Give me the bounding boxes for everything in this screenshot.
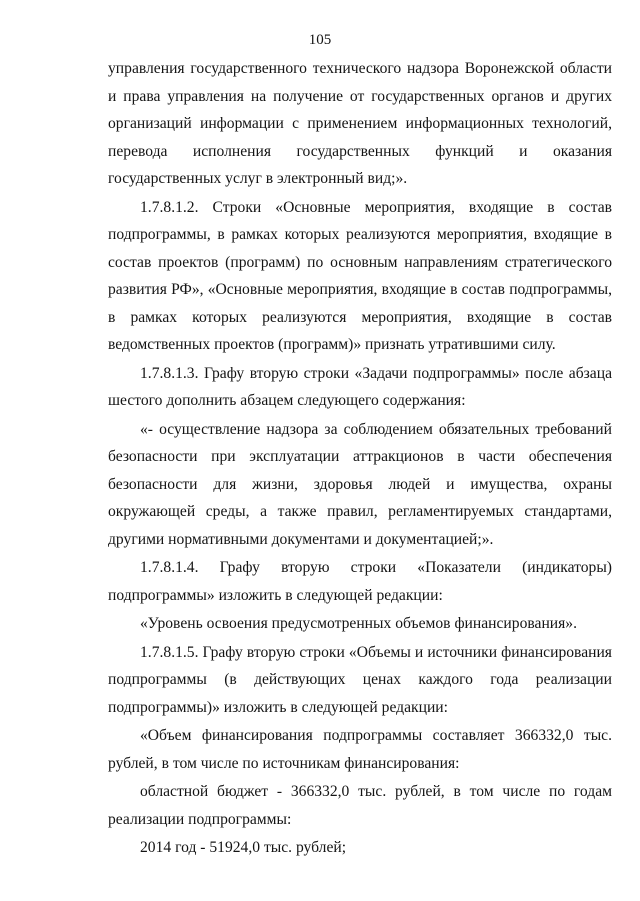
paragraph-financing-total: «Объем финансирования подпрограммы составляет 366332,0 тыс. рублей, в том числе по источникам финансирования: — [108, 727, 612, 772]
paragraph-1-7-8-1-5: 1.7.8.1.5. Графу вторую строки «Объемы и источники финансирования подпрограммы (в действующих ценах каждого года реализации подпрограммы)» изложить в следующей редакции: — [108, 643, 612, 716]
paragraph-1-7-8-1-4: 1.7.8.1.4. Графу вторую строки «Показатели (индикаторы) подпрограммы» изложить в следующей редакции: — [108, 559, 612, 604]
page-number: 105 — [308, 32, 332, 48]
document-body — [108, 55, 612, 862]
paragraph-indicator-quote: «Уровень освоения предусмотренных объемов финансирования». — [140, 615, 578, 632]
paragraph-regional-budget: областной бюджет - 366332,0 тыс. рублей, в том числе по годам реализации подпрограммы: — [108, 783, 612, 828]
paragraph-year-2014: 2014 год - 51924,0 тыс. рублей; — [140, 839, 347, 856]
paragraph-continuation: управления государственного технического надзора Воронежской области и права управления на получение от государственных органов и других организаций информации с применением информационных технологий, перевода исполнения государственных функций и оказания государственных услуг в электронный вид;». — [108, 60, 612, 187]
paragraph-tasks-quote: «- осуществление надзора за соблюдением обязательных требований безопасности при эксплуатации аттракционов в части обеспечения безопасности для жизни, здоровья людей и имущества, охраны окружающей среды, а также правил, регламентируемых стандартами, другими нормативными документами и документацией;». — [108, 420, 612, 548]
paragraph-1-7-8-1-2: 1.7.8.1.2. Строки «Основные мероприятия, входящие в состав подпрограммы, в рамках которых реализуются мероприятия, входящие в состав проектов (программ) по основным направлениям стратегического развития РФ», «Основные мероприятия, входящие в состав подпрограммы, в рамках которых реализуются мероприятия, входящие в состав ведомственных проектов (программ)» признать утратившими силу. — [108, 198, 612, 353]
paragraph-1-7-8-1-3: 1.7.8.1.3. Графу вторую строки «Задачи подпрограммы» после абзаца шестого дополнить абзацем следующего содержания: — [108, 364, 612, 409]
